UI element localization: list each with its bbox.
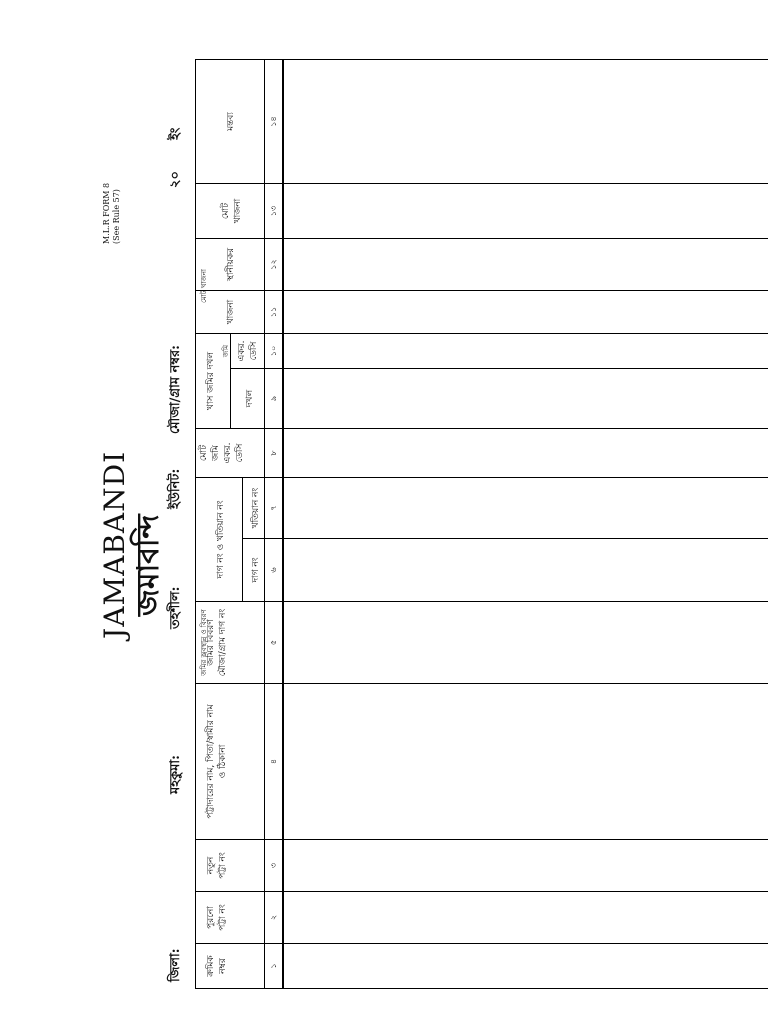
col-number: ৮: [269, 450, 278, 456]
year-prefix: ২০: [168, 171, 183, 188]
col-number: ৪: [269, 758, 278, 765]
col-number: ১৩: [269, 205, 278, 217]
unit-label: ইউনিট:: [168, 468, 183, 509]
group-header-land-type: জমি: [222, 344, 230, 358]
table-number-row-bottom: [282, 59, 284, 989]
header-local-tax: স্থানীয়কর: [226, 247, 236, 282]
col-number: ১০: [269, 345, 278, 357]
header-rent: খাজনা: [226, 299, 236, 325]
header-remarks: মন্তব্য: [226, 112, 236, 131]
table-number-row-top: [264, 59, 265, 989]
col-number: ৫: [269, 639, 278, 646]
district-label: জিলা:: [168, 948, 183, 982]
col-number: ১২: [269, 259, 278, 270]
village-label: মৌজা/গ্রাম নম্বর:: [168, 345, 183, 434]
table-top-border: [195, 59, 196, 989]
header-new-patta: নতুন পট্টা নং: [206, 852, 228, 879]
form-reference: [102, 183, 122, 244]
title-english: JAMABANDI: [98, 450, 131, 639]
col-sep: [242, 538, 768, 539]
year-suffix: ইং: [168, 127, 183, 140]
col-number: ৬: [269, 567, 278, 573]
title-bengali: জমাবন্দি: [131, 514, 166, 616]
col-number: ১১: [269, 306, 278, 318]
header-land-desc: জমির বিবরণ মৌজা/গ্রাম দাগ নং: [206, 608, 228, 677]
header-owner: পট্টাদারের নাম, পিতা/স্বামীর নাম ও ঠিকানা: [206, 704, 228, 819]
header-khatian-no: খতিয়ান নং: [251, 487, 261, 529]
col-number: ৩: [269, 862, 278, 869]
header-old-patta: পুরনো পট্টা নং: [206, 904, 228, 931]
col-sep: [195, 988, 768, 989]
header-total-rent: মোট খাজনা: [221, 198, 243, 224]
col-number: ৯: [269, 395, 278, 402]
header-total-land: মোট জমি একর. ডেসি: [199, 442, 245, 464]
form-number: M.L.R FORM 8: [102, 182, 111, 244]
col-number: ১: [269, 963, 278, 969]
group-header-plot: দাগ নং ও খতিয়ান নং: [216, 500, 226, 579]
group-header-khas: খাস জমির দখল: [206, 351, 216, 411]
header-dag-no: দাগ নং: [251, 557, 261, 583]
group-header-location: জমির অবস্থান ও বিবরণ: [200, 609, 208, 676]
subheader-sep: [242, 478, 243, 602]
col-number: ২: [269, 914, 278, 921]
tehsil-label: তহশীল:: [168, 586, 183, 629]
subdivision-label: মহকুমা:: [168, 755, 183, 794]
group-header-tax: মোট খাজনা: [200, 269, 208, 303]
header-serial: ক্রমিক নম্বর: [206, 955, 228, 977]
rule-reference: (See Rule 57): [112, 189, 121, 244]
header-possession: দখল: [245, 389, 255, 408]
col-number: ১৪: [269, 116, 278, 127]
col-number: ৭: [269, 505, 278, 511]
col-sep: [230, 368, 768, 369]
header-acre: একর. ডেসি: [237, 340, 259, 362]
